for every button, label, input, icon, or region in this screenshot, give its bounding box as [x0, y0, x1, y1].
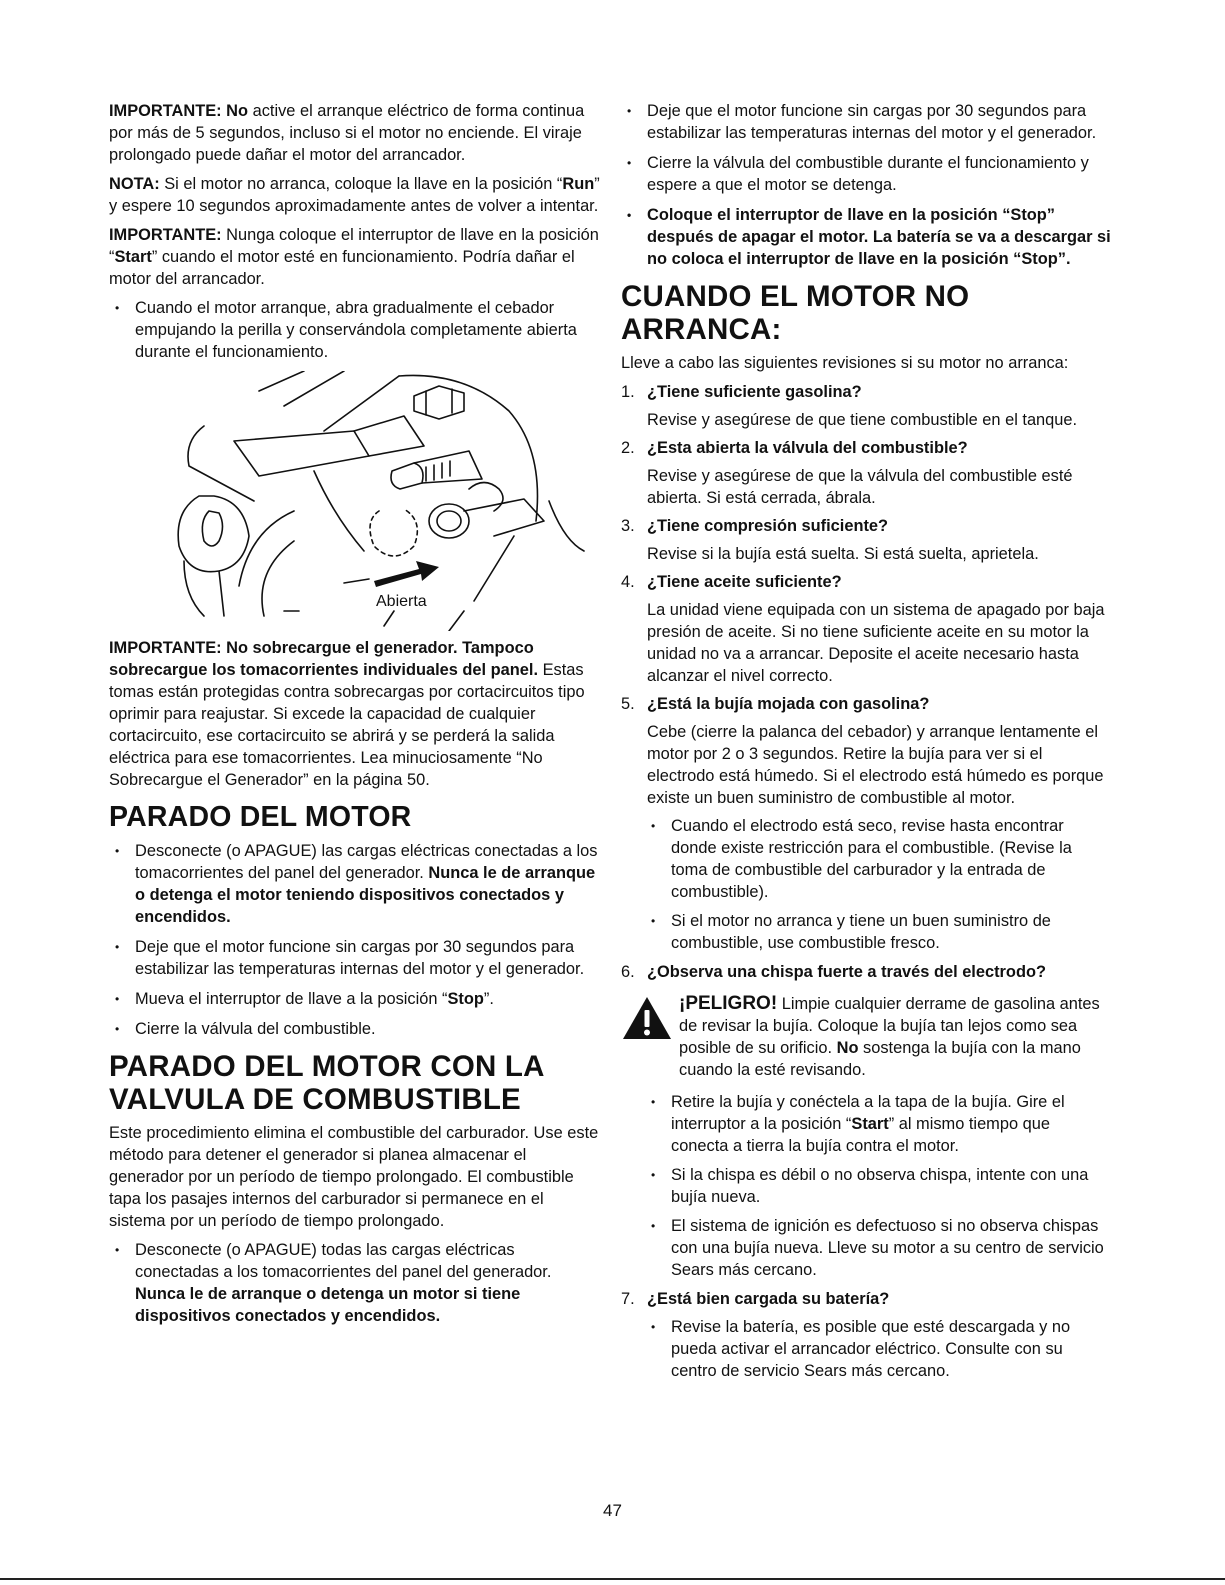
- item5-sub-list: [647, 815, 1111, 954]
- list-item: • Deje que el motor funcione sin cargas por 30 segundos para estabilizar las temperaturas internas del motor y el generador.: [621, 100, 1111, 144]
- valvula-continued-bullet-list: [621, 100, 1111, 270]
- list-item: • Desconecte (o APAGUE) las cargas eléctricas conectadas a los tomacorrientes del panel del generador. Nunca le de arranque o detenga el motor teniendo dispositivos conectados y encendidos.: [109, 840, 601, 928]
- danger-warning: ¡PELIGRO! Limpie cualquier derrame de gasolina antes de revisar la bujía. Coloque la bujía tan lejos como sea posible de su orificio. No sostenga la bujía con la mano cuando la esté revisando.: [621, 993, 1111, 1081]
- list-item: • Si el motor no arranca y tiene un buen suministro de combustible, use combustible fresco.: [647, 910, 1111, 954]
- cuando-intro: Lleve a cabo las siguientes revisiones si su motor no arranca:: [621, 354, 1069, 372]
- direction-arrow-icon: [374, 561, 439, 587]
- heading-cuando-no-arranca: CUANDO EL MOTOR NO ARRANCA:: [621, 280, 970, 346]
- list-item: 5. ¿Está la bujía mojada con gasolina? Cebe (cierre la palanca del cebador) y arranque lentamente el motor por 2 o 3 segundos. Retire la bujía para ver si el electrodo está húmedo. Si el electrodo está húmedo es porque existe un buen suministro de combustible al motor. • Cuando el electrodo está seco, revise hasta encontrar donde existe restricción para el combustible. (Revise la toma de combustible del carburador y la entrada de combustible). • Si el motor no arranca y tiene un buen suministro de combustible, use combustible fresco.: [621, 693, 1111, 954]
- bottom-divider: [0, 1578, 1225, 1580]
- list-item: • Revise la batería, es posible que esté descargada y no pueda activar el arrancador eléctrico. Consulte con su centro de servicio Sears más cercano.: [647, 1316, 1111, 1382]
- list-item: • Cuando el motor arranque, abra gradualmente el cebador empujando la perilla y conservándola completamente abierta durante el funcionamiento.: [109, 297, 601, 363]
- valvula-paragraph: Este procedimiento elimina el combustible del carburador. Use este método para detener el generador si planea almacenar el generador por un período de tiempo prolongado. El combustible tapa los pasajes internos del carburador si permanece en el sistema por un período de tiempo prolongado.: [109, 1124, 599, 1230]
- list-item: • Retire la bujía y conéctela a la tapa de la bujía. Gire el interruptor a la posición “Start” al mismo tiempo que conecta a tierra la bujía contra el motor.: [647, 1091, 1111, 1157]
- list-item: • Cierre la válvula del combustible durante el funcionamiento y espere a que el motor se detenga.: [621, 152, 1111, 196]
- list-item: • Deje que el motor funcione sin cargas por 30 segundos para estabilizar las temperaturas internas del motor y el generador.: [109, 936, 601, 980]
- list-item: 1. ¿Tiene suficiente gasolina? Revise y asegúrese de que tiene combustible en el tanque.: [621, 383, 1078, 429]
- choke-bullet-list: [109, 297, 601, 363]
- page-number: 47: [603, 1501, 622, 1520]
- troubleshooting-list: [621, 381, 1111, 1382]
- heading-parado-valvula: PARADO DEL MOTOR CON LA VALVULA DE COMBUSTIBLE: [109, 1050, 544, 1116]
- list-item: • Coloque el interruptor de llave en la posición “Stop” después de apagar el motor. La batería se va a descargar si no coloca el interruptor de llave en la posición “Stop”.: [621, 204, 1111, 270]
- right-column: [621, 100, 1111, 1389]
- choke-illustration: [164, 371, 604, 631]
- warning-triangle-icon: [621, 995, 673, 1041]
- valvula-bullet-list: [109, 1239, 601, 1327]
- importante-key-paragraph: IMPORTANTE: Nunga coloque el interruptor de llave en la posición “Start” cuando el motor esté en funcionamiento. Podría dañar el motor del arrancador.: [109, 226, 599, 288]
- list-item: 4. ¿Tiene aceite suficiente? La unidad viene equipada con un sistema de apagado por baja presión de aceite. Si no tiene suficiente aceite en su motor la unidad no va a arrancar. Deposite el aceite necesario hasta alcanzar el nivel correcto.: [621, 573, 1105, 685]
- list-item: 6. ¿Observa una chispa fuerte a través del electrodo? ¡PELIGRO! Limpie cualquier derrame de gasolina antes de revisar la bujía. Coloque la bujía tan lejos como sea posible de su orificio. No sostenga la bujía con la mano cuando la esté revisando. • Retire la bujía y conéctela a la tapa de la bujía. Gire el interruptor a la posición “Start” al mismo tiempo que conecta a tierra la bujía contra el motor. • Si la chispa es débil o no observa chispa, intente con una bujía nueva. • El sistema de ignición es defectuoso si no observa chispas con una bujía nueva. Lleve su motor a su centro de servicio Sears más cercano.: [621, 961, 1111, 1281]
- list-item: 7. ¿Está bien cargada su batería? • Revise la batería, es posible que esté descargada y no pueda activar el arrancador eléctrico. Consulte con su centro de servicio Sears más cercano.: [621, 1288, 1111, 1382]
- list-item: • Cuando el electrodo está seco, revise hasta encontrar donde existe restricción para el combustible. (Revise la toma de combustible del carburador y la entrada de combustible).: [647, 815, 1111, 903]
- item7-sub-list: [647, 1316, 1111, 1382]
- list-item: • Si la chispa es débil o no observa chispa, intente con una bujía nueva.: [647, 1164, 1111, 1208]
- list-item: • Mueva el interruptor de llave a la posición “Stop”.: [109, 988, 601, 1010]
- importante-start-paragraph: IMPORTANTE: No active el arranque eléctrico de forma continua por más de 5 segundos, incluso si el motor no enciende. El viraje prolongado puede dañar el motor del arrancador.: [109, 102, 585, 164]
- nota-paragraph: NOTA: Si el motor no arranca, coloque la llave en la posición “Run” y espere 10 segundos aproximadamente antes de volver a intentar.: [109, 175, 600, 215]
- list-item: 3. ¿Tiene compresión suficiente? Revise si la bujía está suelta. Si está suelta, aprietela.: [621, 517, 1039, 563]
- parado-bullet-list: [109, 840, 601, 1040]
- heading-parado-del-motor: PARADO DEL MOTOR: [109, 801, 412, 833]
- item6-sub-list: [647, 1091, 1111, 1281]
- list-item: • El sistema de ignición es defectuoso si no observa chispas con una bujía nueva. Lleve su motor a su centro de servicio Sears más cercano.: [647, 1215, 1111, 1281]
- importante-overload-paragraph: IMPORTANTE: No sobrecargue el generador. Tampoco sobrecargue los tomacorrientes individuales del panel. Estas tomas están protegidas contra sobrecargas por cortacircuitos tipo oprimir para reajustar. Si excede la capacidad de cualquier cortacircuito, ese cortacircuito se abrirá y se perderá la salida eléctrica para ese tomacorrientes. Lea minuciosamente “No Sobrecargue el Generador” en la página 50.: [109, 639, 585, 789]
- figure-label-abierta: Abierta: [376, 593, 427, 610]
- list-item: • Cierre la válvula del combustible.: [109, 1018, 601, 1040]
- list-item: 2. ¿Esta abierta la válvula del combustible? Revise y asegúrese de que la válvula del combustible esté abierta. Si está cerrada, ábrala.: [621, 439, 1073, 507]
- list-item: • Desconecte (o APAGUE) todas las cargas eléctricas conectadas a los tomacorrientes del panel del generador. Nunca le de arranque o detenga un motor si tiene dispositivos conectados y encendidos.: [109, 1239, 601, 1327]
- left-column: [109, 100, 601, 1335]
